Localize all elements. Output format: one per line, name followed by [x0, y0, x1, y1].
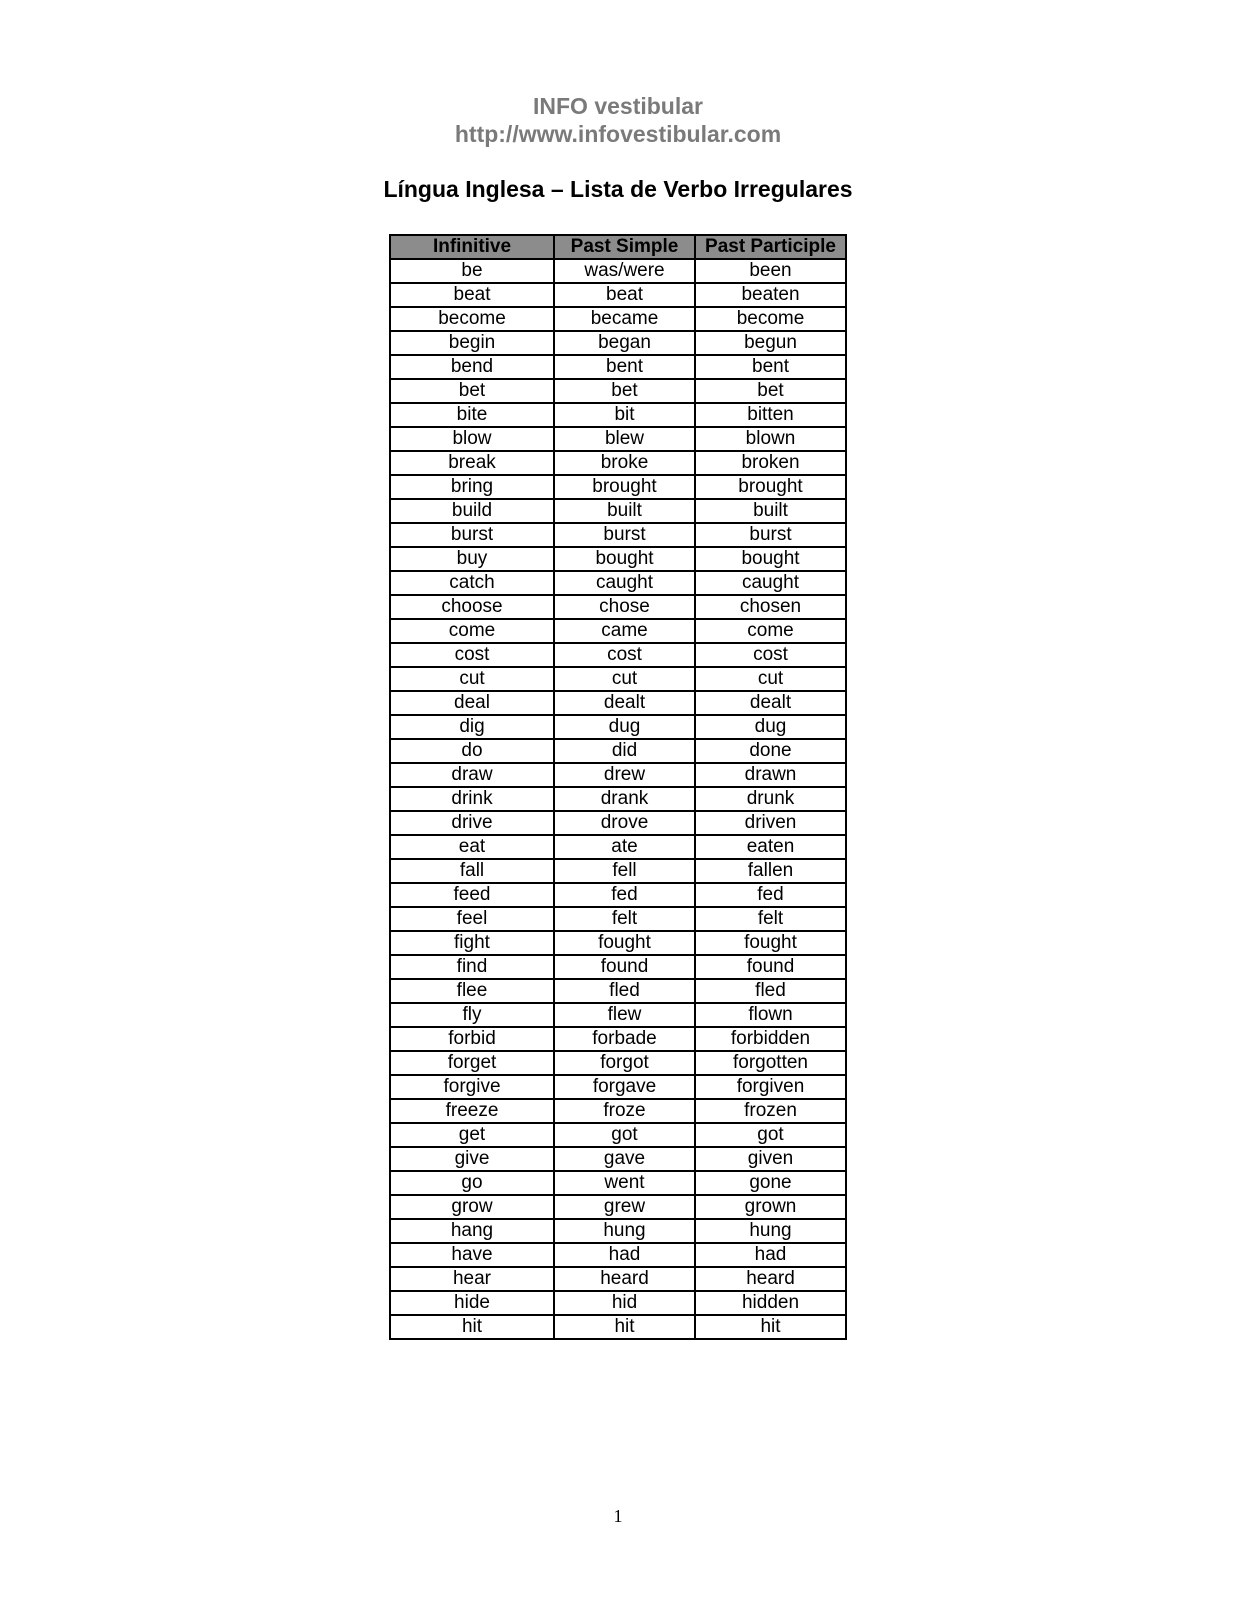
past-participle-cell: drunk [695, 787, 846, 811]
table-row [390, 1027, 846, 1051]
table-row [390, 1195, 846, 1219]
infinitive-cell: have [390, 1243, 554, 1267]
past-participle-cell: broken [695, 451, 846, 475]
table-row [390, 475, 846, 499]
infinitive-cell: fight [390, 931, 554, 955]
infinitive-cell: go [390, 1171, 554, 1195]
table-row [390, 643, 846, 667]
table-row [390, 523, 846, 547]
past-simple-cell: ate [554, 835, 695, 859]
past-participle-cell: done [695, 739, 846, 763]
past-participle-cell: blown [695, 427, 846, 451]
infinitive-cell: become [390, 307, 554, 331]
past-participle-cell: burst [695, 523, 846, 547]
infinitive-cell: dig [390, 715, 554, 739]
past-participle-cell: forgiven [695, 1075, 846, 1099]
past-simple-cell: dealt [554, 691, 695, 715]
infinitive-cell: do [390, 739, 554, 763]
past-simple-cell: cut [554, 667, 695, 691]
past-simple-cell: caught [554, 571, 695, 595]
table-row [390, 1003, 846, 1027]
infinitive-cell: bet [390, 379, 554, 403]
infinitive-cell: catch [390, 571, 554, 595]
infinitive-cell: choose [390, 595, 554, 619]
past-simple-cell: fled [554, 979, 695, 1003]
past-simple-cell: froze [554, 1099, 695, 1123]
past-participle-cell: bent [695, 355, 846, 379]
past-participle-cell: heard [695, 1267, 846, 1291]
past-participle-cell: hit [695, 1315, 846, 1339]
past-participle-cell: grown [695, 1195, 846, 1219]
past-participle-cell: bitten [695, 403, 846, 427]
table-row [390, 907, 846, 931]
infinitive-cell: build [390, 499, 554, 523]
infinitive-cell: buy [390, 547, 554, 571]
past-simple-cell: came [554, 619, 695, 643]
past-simple-cell: began [554, 331, 695, 355]
past-participle-cell: come [695, 619, 846, 643]
table-row [390, 1147, 846, 1171]
infinitive-cell: cost [390, 643, 554, 667]
column-header-infinitive: Infinitive [390, 235, 554, 259]
past-participle-cell: caught [695, 571, 846, 595]
past-simple-cell: beat [554, 283, 695, 307]
column-header-past-participle: Past Participle [695, 235, 846, 259]
past-simple-cell: broke [554, 451, 695, 475]
past-simple-cell: heard [554, 1267, 695, 1291]
infinitive-cell: give [390, 1147, 554, 1171]
table-row [390, 811, 846, 835]
past-simple-cell: blew [554, 427, 695, 451]
table-row [390, 787, 846, 811]
past-simple-cell: dug [554, 715, 695, 739]
infinitive-cell: hide [390, 1291, 554, 1315]
past-simple-cell: fed [554, 883, 695, 907]
table-row [390, 379, 846, 403]
infinitive-cell: deal [390, 691, 554, 715]
past-simple-cell: had [554, 1243, 695, 1267]
infinitive-cell: drive [390, 811, 554, 835]
past-simple-cell: bought [554, 547, 695, 571]
table-row [390, 883, 846, 907]
past-participle-cell: flown [695, 1003, 846, 1027]
table-body [390, 259, 846, 1339]
infinitive-cell: eat [390, 835, 554, 859]
past-participle-cell: driven [695, 811, 846, 835]
past-participle-cell: begun [695, 331, 846, 355]
past-participle-cell: fed [695, 883, 846, 907]
past-participle-cell: become [695, 307, 846, 331]
past-simple-cell: drew [554, 763, 695, 787]
site-name: INFO vestibular [533, 93, 703, 119]
past-simple-cell: cost [554, 643, 695, 667]
infinitive-cell: bite [390, 403, 554, 427]
table-row [390, 1171, 846, 1195]
past-simple-cell: forbade [554, 1027, 695, 1051]
past-simple-cell: flew [554, 1003, 695, 1027]
infinitive-cell: feed [390, 883, 554, 907]
table-row [390, 715, 846, 739]
past-participle-cell: been [695, 259, 846, 283]
past-simple-cell: was/were [554, 259, 695, 283]
infinitive-cell: get [390, 1123, 554, 1147]
past-participle-cell: given [695, 1147, 846, 1171]
table-row [390, 835, 846, 859]
table-row [390, 1051, 846, 1075]
table-row [390, 955, 846, 979]
past-participle-cell: forgotten [695, 1051, 846, 1075]
table-row [390, 283, 846, 307]
past-participle-cell: got [695, 1123, 846, 1147]
infinitive-cell: find [390, 955, 554, 979]
infinitive-cell: flee [390, 979, 554, 1003]
past-simple-cell: forgot [554, 1051, 695, 1075]
infinitive-cell: cut [390, 667, 554, 691]
document-title: Língua Inglesa – Lista de Verbo Irregulares [383, 176, 853, 202]
table-row [390, 739, 846, 763]
column-header-past-simple: Past Simple [554, 235, 695, 259]
past-simple-cell: hit [554, 1315, 695, 1339]
past-participle-cell: cut [695, 667, 846, 691]
infinitive-cell: break [390, 451, 554, 475]
table-row [390, 1123, 846, 1147]
past-simple-cell: drank [554, 787, 695, 811]
infinitive-cell: hit [390, 1315, 554, 1339]
past-participle-cell: forbidden [695, 1027, 846, 1051]
irregular-verbs-table [389, 234, 847, 1340]
past-simple-cell: bet [554, 379, 695, 403]
infinitive-cell: burst [390, 523, 554, 547]
infinitive-cell: forbid [390, 1027, 554, 1051]
infinitive-cell: bend [390, 355, 554, 379]
past-simple-cell: hid [554, 1291, 695, 1315]
past-participle-cell: found [695, 955, 846, 979]
past-simple-cell: found [554, 955, 695, 979]
table-row [390, 1099, 846, 1123]
past-participle-cell: had [695, 1243, 846, 1267]
infinitive-cell: begin [390, 331, 554, 355]
past-simple-cell: bit [554, 403, 695, 427]
past-participle-cell: bet [695, 379, 846, 403]
past-participle-cell: dealt [695, 691, 846, 715]
infinitive-cell: feel [390, 907, 554, 931]
past-participle-cell: beaten [695, 283, 846, 307]
table-row [390, 499, 846, 523]
table-row [390, 1219, 846, 1243]
infinitive-cell: draw [390, 763, 554, 787]
table-row [390, 595, 846, 619]
infinitive-cell: forgive [390, 1075, 554, 1099]
table-row [390, 547, 846, 571]
page-number: 1 [613, 1506, 623, 1526]
infinitive-cell: drink [390, 787, 554, 811]
site-url: http://www.infovestibular.com [454, 121, 782, 147]
table-row [390, 1291, 846, 1315]
infinitive-cell: hang [390, 1219, 554, 1243]
table-row [390, 859, 846, 883]
table-row [390, 403, 846, 427]
past-simple-cell: hung [554, 1219, 695, 1243]
past-participle-cell: hung [695, 1219, 846, 1243]
infinitive-cell: freeze [390, 1099, 554, 1123]
past-participle-cell: bought [695, 547, 846, 571]
site-header [0, 92, 1236, 148]
past-simple-cell: fell [554, 859, 695, 883]
table-row [390, 331, 846, 355]
past-participle-cell: eaten [695, 835, 846, 859]
infinitive-cell: fall [390, 859, 554, 883]
past-simple-cell: chose [554, 595, 695, 619]
infinitive-cell: bring [390, 475, 554, 499]
table-row [390, 1243, 846, 1267]
table-row [390, 763, 846, 787]
table-row [390, 355, 846, 379]
table-row [390, 1075, 846, 1099]
table-row [390, 691, 846, 715]
infinitive-cell: hear [390, 1267, 554, 1291]
past-simple-cell: grew [554, 1195, 695, 1219]
table-row [390, 979, 846, 1003]
past-simple-cell: went [554, 1171, 695, 1195]
past-simple-cell: felt [554, 907, 695, 931]
past-participle-cell: gone [695, 1171, 846, 1195]
past-participle-cell: dug [695, 715, 846, 739]
past-participle-cell: drawn [695, 763, 846, 787]
table-row [390, 259, 846, 283]
table-row [390, 1267, 846, 1291]
table-header-row [390, 235, 846, 259]
infinitive-cell: beat [390, 283, 554, 307]
past-simple-cell: got [554, 1123, 695, 1147]
past-simple-cell: did [554, 739, 695, 763]
table-row [390, 667, 846, 691]
past-participle-cell: fallen [695, 859, 846, 883]
infinitive-cell: blow [390, 427, 554, 451]
past-participle-cell: built [695, 499, 846, 523]
table-row [390, 1315, 846, 1339]
past-participle-cell: hidden [695, 1291, 846, 1315]
infinitive-cell: come [390, 619, 554, 643]
past-simple-cell: built [554, 499, 695, 523]
past-participle-cell: felt [695, 907, 846, 931]
past-simple-cell: drove [554, 811, 695, 835]
past-simple-cell: burst [554, 523, 695, 547]
past-participle-cell: brought [695, 475, 846, 499]
table-row [390, 619, 846, 643]
table-row [390, 571, 846, 595]
past-simple-cell: fought [554, 931, 695, 955]
past-simple-cell: gave [554, 1147, 695, 1171]
past-participle-cell: frozen [695, 1099, 846, 1123]
past-simple-cell: brought [554, 475, 695, 499]
past-simple-cell: bent [554, 355, 695, 379]
infinitive-cell: fly [390, 1003, 554, 1027]
past-participle-cell: cost [695, 643, 846, 667]
table-row [390, 427, 846, 451]
past-participle-cell: chosen [695, 595, 846, 619]
table-row [390, 931, 846, 955]
past-participle-cell: fought [695, 931, 846, 955]
table-row [390, 451, 846, 475]
past-simple-cell: became [554, 307, 695, 331]
infinitive-cell: be [390, 259, 554, 283]
past-participle-cell: fled [695, 979, 846, 1003]
table-row [390, 307, 846, 331]
infinitive-cell: forget [390, 1051, 554, 1075]
past-simple-cell: forgave [554, 1075, 695, 1099]
infinitive-cell: grow [390, 1195, 554, 1219]
